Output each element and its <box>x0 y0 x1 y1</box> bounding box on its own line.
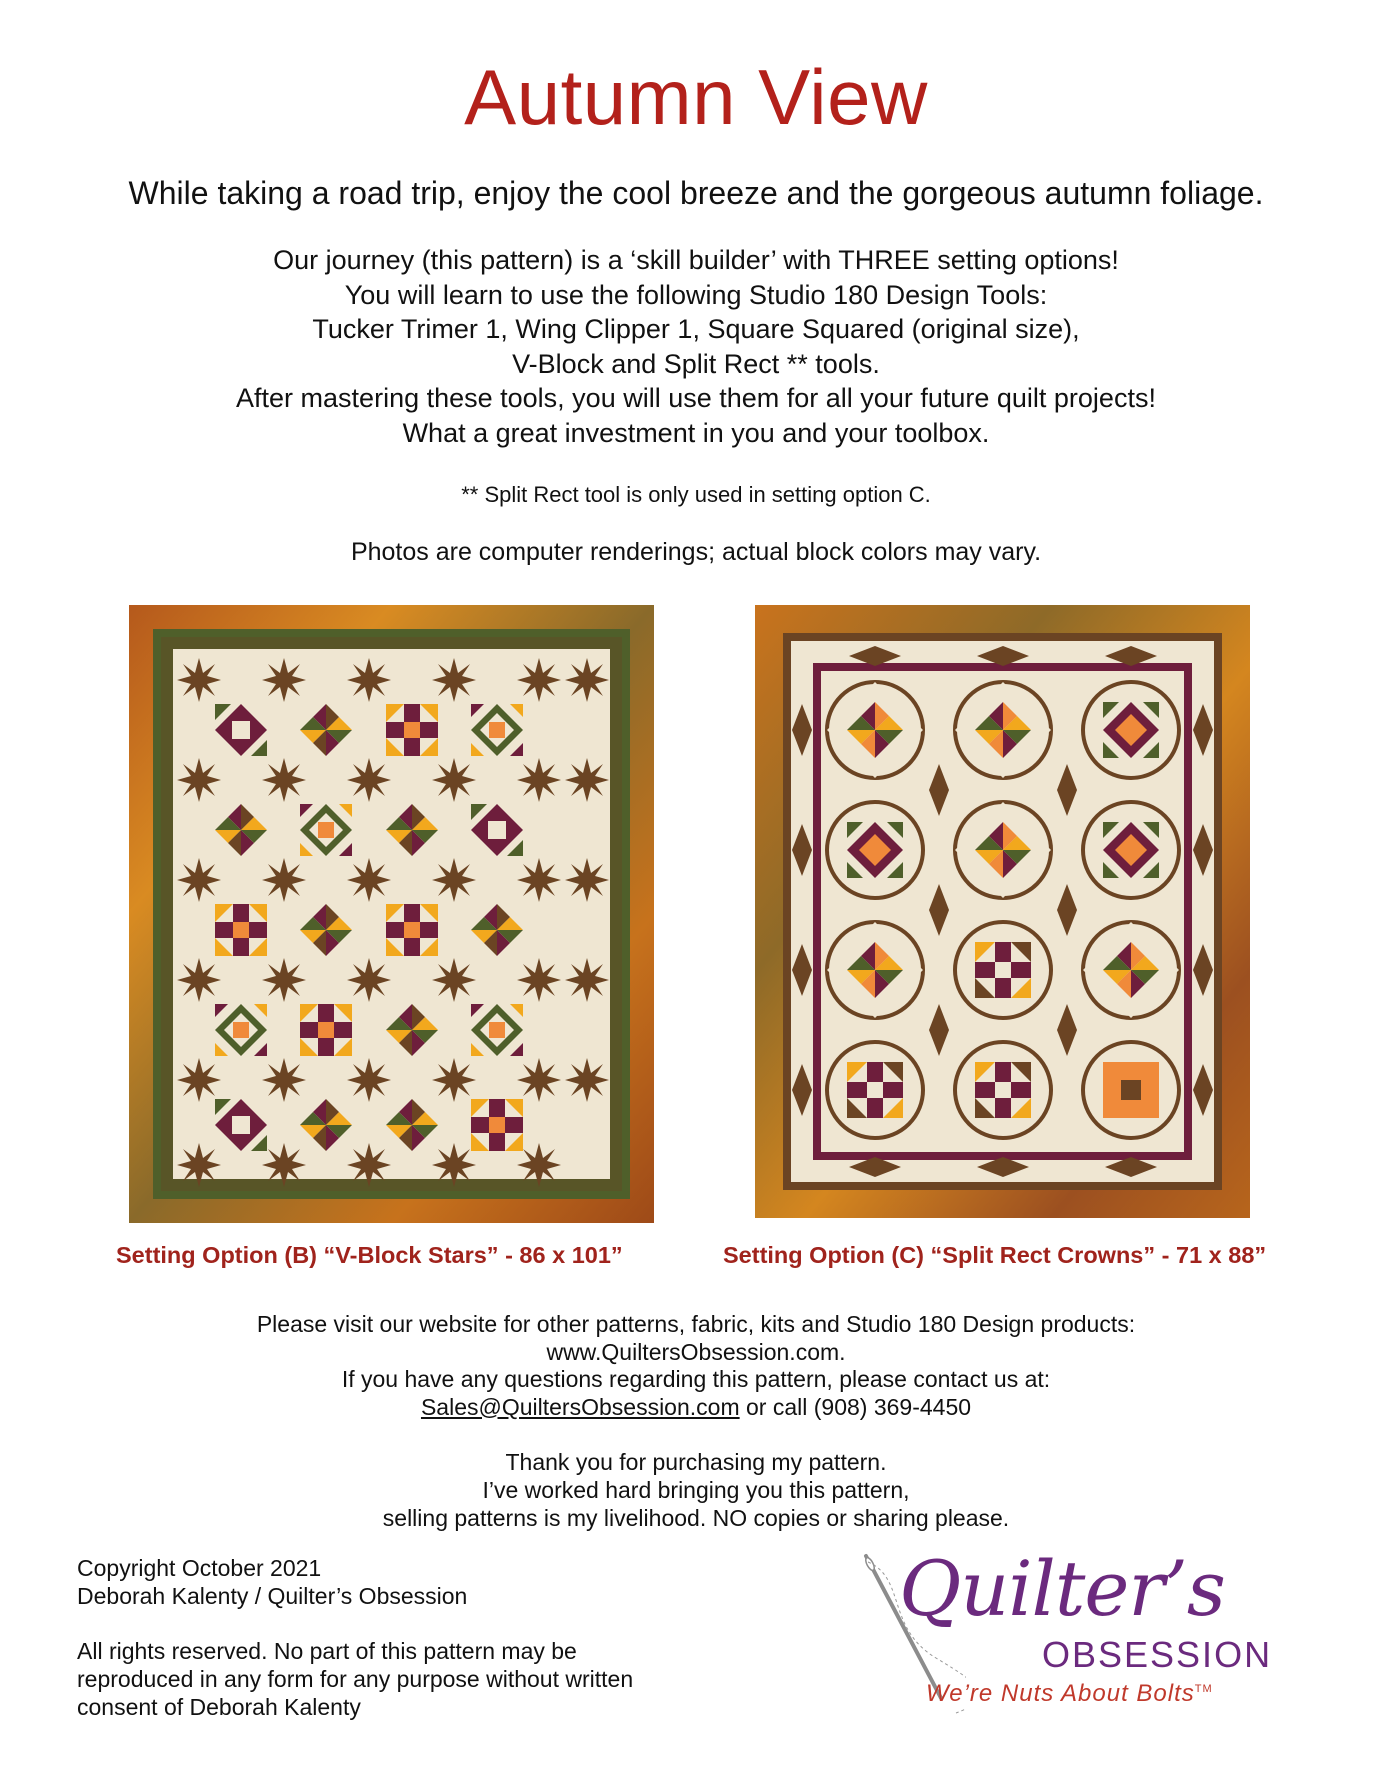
caption-setting-option-c: Setting Option (C) “Split Rect Crowns” - 71 x 88” <box>723 1242 1267 1268</box>
logo-tagline <box>926 1680 1213 1708</box>
thanks-line: Thank you for purchasing my pattern. <box>505 1449 887 1475</box>
intro-line: Tucker Trimer 1, Wing Clipper 1, Square Squared (original size), <box>312 314 1080 344</box>
thanks-line: selling patterns is my livelihood. NO copies or sharing please. <box>382 1505 1010 1531</box>
subtitle: While taking a road trip, enjoy the cool breeze and the gorgeous autumn foliage. <box>128 175 1264 211</box>
contact-email-row <box>0 1394 1392 1422</box>
quilt-image-split-rect-crowns <box>755 605 1250 1218</box>
photos-note: Photos are computer renderings; actual block colors may vary. <box>350 538 1042 566</box>
intro-text <box>0 243 1392 450</box>
contact-line: Please visit our website for other patterns, fabric, kits and Studio 180 Design products: <box>256 1311 1136 1337</box>
quilt-b-illustration <box>129 605 654 1223</box>
copyright-line: Deborah Kalenty / Quilter’s Obsession <box>77 1583 468 1609</box>
quilt-image-v-block-stars <box>129 605 654 1223</box>
phone-text: or call (908) 369-4450 <box>739 1393 972 1420</box>
intro-line: After mastering these tools, you will use them for all your future quilt projects! <box>236 383 1156 413</box>
thank-you-block <box>0 1448 1392 1532</box>
page-title: Autumn View <box>464 53 928 141</box>
intro-line: Our journey (this pattern) is a ‘skill builder’ with THREE setting options! <box>273 245 1119 275</box>
rights-line: All rights reserved. No part of this pattern may be <box>77 1638 577 1664</box>
quilters-obsession-logo <box>846 1544 1286 1718</box>
email-link[interactable]: Sales@QuiltersObsession.com <box>420 1393 740 1420</box>
website-text: www.QuiltersObsession.com. <box>546 1338 846 1365</box>
caption-setting-option-b: Setting Option (B) “V-Block Stars” - 86 x 101” <box>116 1242 623 1268</box>
copyright-block <box>77 1554 467 1610</box>
copyright-line: Copyright October 2021 <box>77 1555 322 1581</box>
rights-line: consent of Deborah Kalenty <box>77 1694 361 1720</box>
logo-subword: OBSESSION <box>1042 1634 1273 1675</box>
intro-line: V-Block and Split Rect ** tools. <box>512 348 880 379</box>
rights-line: reproduced in any form for any purpose without written <box>77 1666 634 1692</box>
logo-wordmark: Quilter’s <box>899 1544 1225 1633</box>
intro-line: You will learn to use the following Studio 180 Design Tools: <box>344 279 1048 310</box>
rights-block <box>77 1637 633 1721</box>
trademark-mark: TM <box>1194 1683 1213 1695</box>
quilt-c-illustration <box>755 605 1250 1218</box>
contact-line: If you have any questions regarding this pattern, please contact us at: <box>341 1366 1051 1392</box>
contact-block <box>0 1311 1392 1421</box>
thanks-line: I’ve worked hard bringing you this pattern, <box>482 1477 910 1503</box>
logo-tagline-text: We’re Nuts About Bolts <box>926 1680 1195 1707</box>
intro-line: What a great investment in you and your toolbox. <box>402 417 990 448</box>
footnote: ** Split Rect tool is only used in setting option C. <box>461 482 931 507</box>
